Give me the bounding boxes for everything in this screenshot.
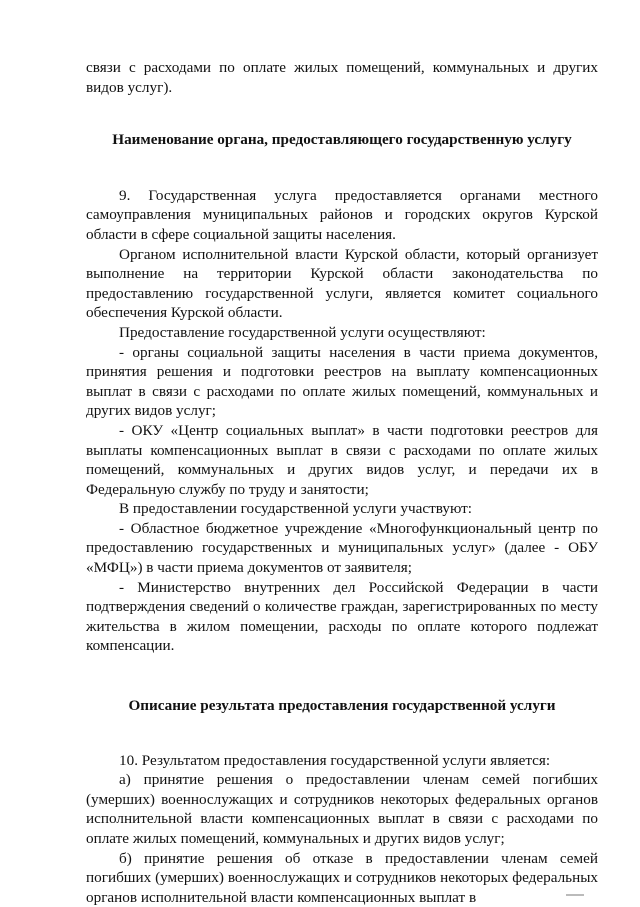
scan-artifact <box>566 894 584 896</box>
list-item-a: а) принятие решения о предоставлении членам семей погибших (умерших) военнослужащих и сотрудников некоторых федеральных органов исполнительной власти компенсационных выплат в связи с расходами по оплате жилых помещений, коммунальных и других видов услуг; <box>86 771 598 847</box>
paragraph-providers-intro: Предоставление государственной услуги осуществляют: <box>119 323 486 341</box>
section-heading-result: Описание результата предоставления государственной услуги <box>128 697 556 715</box>
spacer <box>86 150 598 186</box>
list-item-b: б) принятие решения об отказе в предоставлении членам семей погибших (умерших) военнослужащих и сотрудников некоторых федеральных органов исполнительной власти компенсационных выплат в <box>86 849 598 906</box>
list-item-ministry: - Министерство внутренних дел Российской Федерации в части подтверждения сведений о количестве граждан, зарегистрированных по месту жительства в жилом помещении, расходы по оплате которого подлежат компенсации. <box>86 578 598 655</box>
spacer <box>86 656 598 696</box>
continuation-paragraph: связи с расходами по оплате жилых помещений, коммунальных и других видов услуг). <box>86 59 598 96</box>
spacer <box>86 97 598 130</box>
list-item-social-protection: - органы социальной защиты населения в части приема документов, принятия решения и подготовки реестров на выплату компенсационных выплат в связи с расходами по оплате жилых помещений, коммунальных и других видов услуг; <box>86 343 598 420</box>
paragraph-participants-intro: В предоставлении государственной услуги участвуют: <box>119 500 472 518</box>
section-heading-authority: Наименование органа, предоставляющего государственную услугу <box>112 131 572 149</box>
spacer <box>86 716 598 751</box>
list-item-mfc: - Областное бюджетное учреждение «Многофункциональный центр по предоставлению государственных и муниципальных услуг» (далее - ОБУ «МФЦ») в части приема документов от заявителя; <box>86 519 598 577</box>
paragraph-executive-body: Органом исполнительной власти Курской области, который организует выполнение на территории Курской области законодательства по предоставлению государственной услуги, является комитет социального обеспечения Курской области. <box>86 245 598 322</box>
list-item-oku-center: - ОКУ «Центр социальных выплат» в части подготовки реестров для выплаты компенсационных выплат в связи с расходами по оплате жилых помещений, коммунальных и других видов услуг, и передачи их в Федеральную службу по труду и занятости; <box>86 421 598 498</box>
document-page <box>86 58 598 907</box>
paragraph-9: 9. Государственная услуга предоставляется органами местного самоуправления муниципальных районов и городских округов Курской области в сфере социальной защиты населения. <box>86 186 598 243</box>
paragraph-10: 10. Результатом предоставления государственной услуги является: <box>119 751 551 769</box>
